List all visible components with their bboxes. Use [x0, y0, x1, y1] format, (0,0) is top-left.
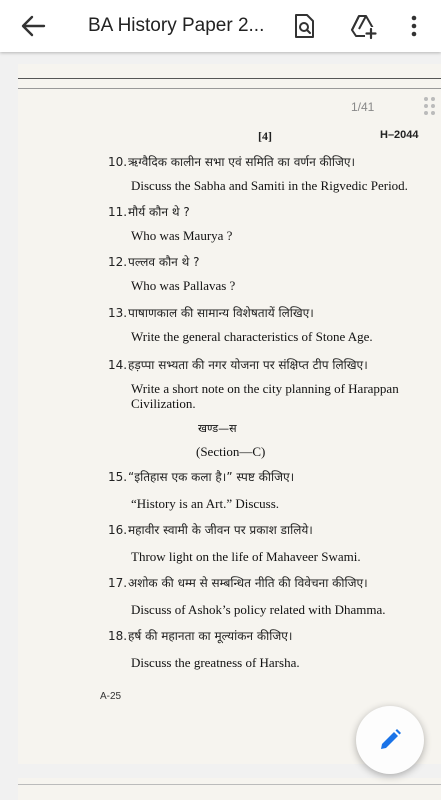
question-hindi: 14.हड़प्पा सभ्यता की नगर योजना पर संक्षिप्त टीप लिखिए। [108, 358, 368, 372]
next-page-preview[interactable] [18, 778, 441, 800]
section-heading: (Section—C) [196, 444, 266, 459]
question-english: Civilization. [131, 396, 196, 411]
scroll-handle-icon[interactable] [422, 94, 440, 124]
page-edge-rule [18, 784, 441, 785]
question-hindi: 17.अशोक की धम्म से सम्बन्धित नीति की विवेचना कीजिए। [108, 576, 368, 590]
pencil-edit-icon [376, 726, 404, 754]
page-edge-rule [18, 88, 441, 89]
page-number-header: [4] [258, 129, 272, 143]
search-in-page-icon[interactable] [290, 12, 318, 40]
question-hindi: 12.पल्लव कौन थे ? [108, 255, 200, 269]
page-footer-code: A-25 [100, 691, 122, 702]
question-english: Write a short note on the city planning of Harappan [131, 381, 399, 396]
question-english: Throw light on the life of Mahaveer Swami. [131, 549, 361, 564]
question-hindi: 16.महावीर स्वामी के जीवन पर प्रकाश डालिये। [108, 523, 313, 537]
question-hindi: 10.ऋग्वैदिक कालीन सभा एवं समिति का वर्णन कीजिए। [108, 155, 356, 169]
question-english: Who was Maurya ? [131, 228, 233, 243]
question-hindi: 13.पाषाणकाल की सामान्य विशेषतायें लिखिए। [108, 306, 314, 320]
question-english: Discuss the greatness of Harsha. [131, 655, 300, 670]
page-indicator: 1/41 [351, 100, 375, 114]
question-hindi: 11.मौर्य कौन थे ? [108, 205, 190, 219]
question-english: Who was Pallavas ? [131, 278, 236, 293]
edit-fab-button[interactable] [356, 706, 424, 774]
question-hindi: 18.हर्ष की महानता का मूल्यांकन कीजिए। [108, 629, 293, 643]
document-title: BA History Paper 2... [88, 15, 265, 36]
question-hindi: 15.“इतिहास एक कला है।” स्पष्ट कीजिए। [108, 470, 295, 484]
pdf-page[interactable] [18, 64, 441, 764]
arrow-left-icon[interactable] [18, 12, 48, 40]
question-english: “History is an Art.” Discuss. [131, 496, 280, 511]
app-bar [0, 0, 441, 52]
question-english: Discuss the Sabha and Samiti in the Rigvedic Period. [131, 178, 408, 193]
add-to-drive-icon[interactable] [349, 12, 377, 40]
section-heading-hindi: खण्ड—स [198, 422, 237, 435]
page-edge-rule [18, 78, 441, 79]
question-english: Discuss of Ashok’s policy related with Dhamma. [131, 602, 386, 617]
question-english: Write the general characteristics of Stone Age. [131, 329, 373, 344]
paper-code: H–2044 [380, 129, 419, 141]
more-vert-icon[interactable] [400, 12, 428, 40]
